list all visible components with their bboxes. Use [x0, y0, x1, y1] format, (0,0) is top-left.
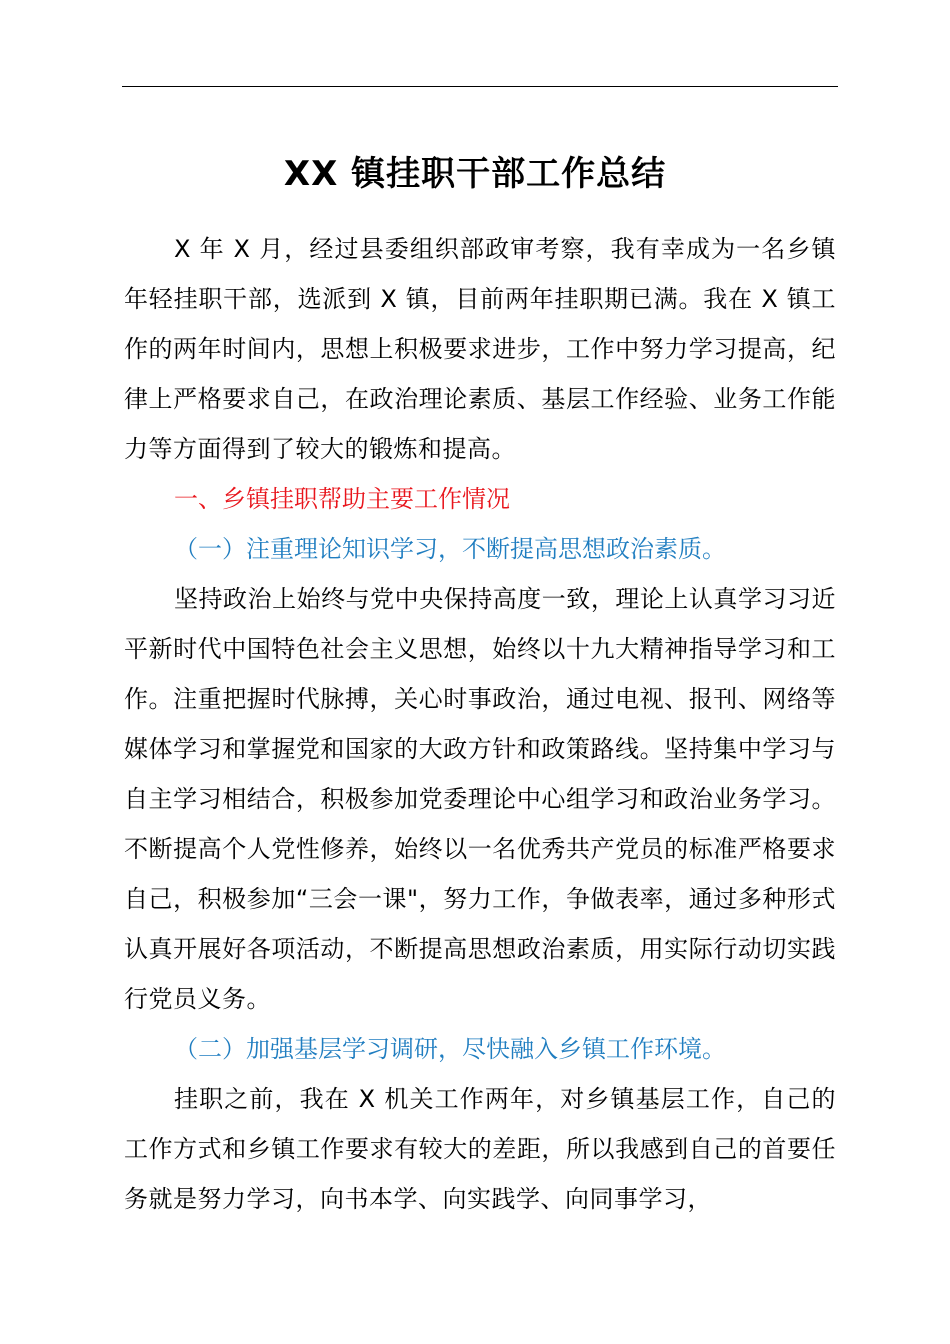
document-body	[124, 224, 836, 1224]
section-heading: 一、乡镇挂职帮助主要工作情况	[174, 485, 510, 513]
subsection-paragraph-2: 挂职之前，我在 X 机关工作两年，对乡镇基层工作，自己的工作方式和乡镇工作要求有较大的差距，所以我感到自己的首要任务就是努力学习，向书本学、向实践学、向同事学习，	[124, 1085, 836, 1213]
subsection-heading-1: （一）注重理论知识学习，不断提高思想政治素质。	[174, 535, 726, 563]
header-rule	[122, 86, 838, 87]
document-title: XX 镇挂职干部工作总结	[283, 154, 667, 194]
subsection-heading-2: （二）加强基层学习调研，尽快融入乡镇工作环境。	[174, 1035, 726, 1063]
subsection-paragraph-1: 坚持政治上始终与党中央保持高度一致，理论上认真学习习近平新时代中国特色社会主义思想，始终以十九大精神指导学习和工作。注重把握时代脉搏，关心时事政治，通过电视、报刊、网络等媒体学习和掌握党和国家的大政方针和政策路线。坚持集中学习与自主学习相结合，积极参加党委理论中心组学习和政治业务学习。不断提高个人党性修养，始终以一名优秀共产党员的标准严格要求自己，积极参加“三会一课"，努力工作，争做表率，通过多种形式认真开展好各项活动，不断提高思想政治素质，用实际行动切实践行党员义务。	[124, 585, 836, 1013]
intro-paragraph: X 年 X 月，经过县委组织部政审考察，我有幸成为一名乡镇年轻挂职干部，选派到 X 镇，目前两年挂职期已满。我在 X 镇工作的两年时间内，思想上积极要求进步，工作中努力学习提高，纪律上严格要求自己，在政治理论素质、基层工作经验、业务工作能力等方面得到了较大的锻炼和提高。	[124, 235, 836, 463]
